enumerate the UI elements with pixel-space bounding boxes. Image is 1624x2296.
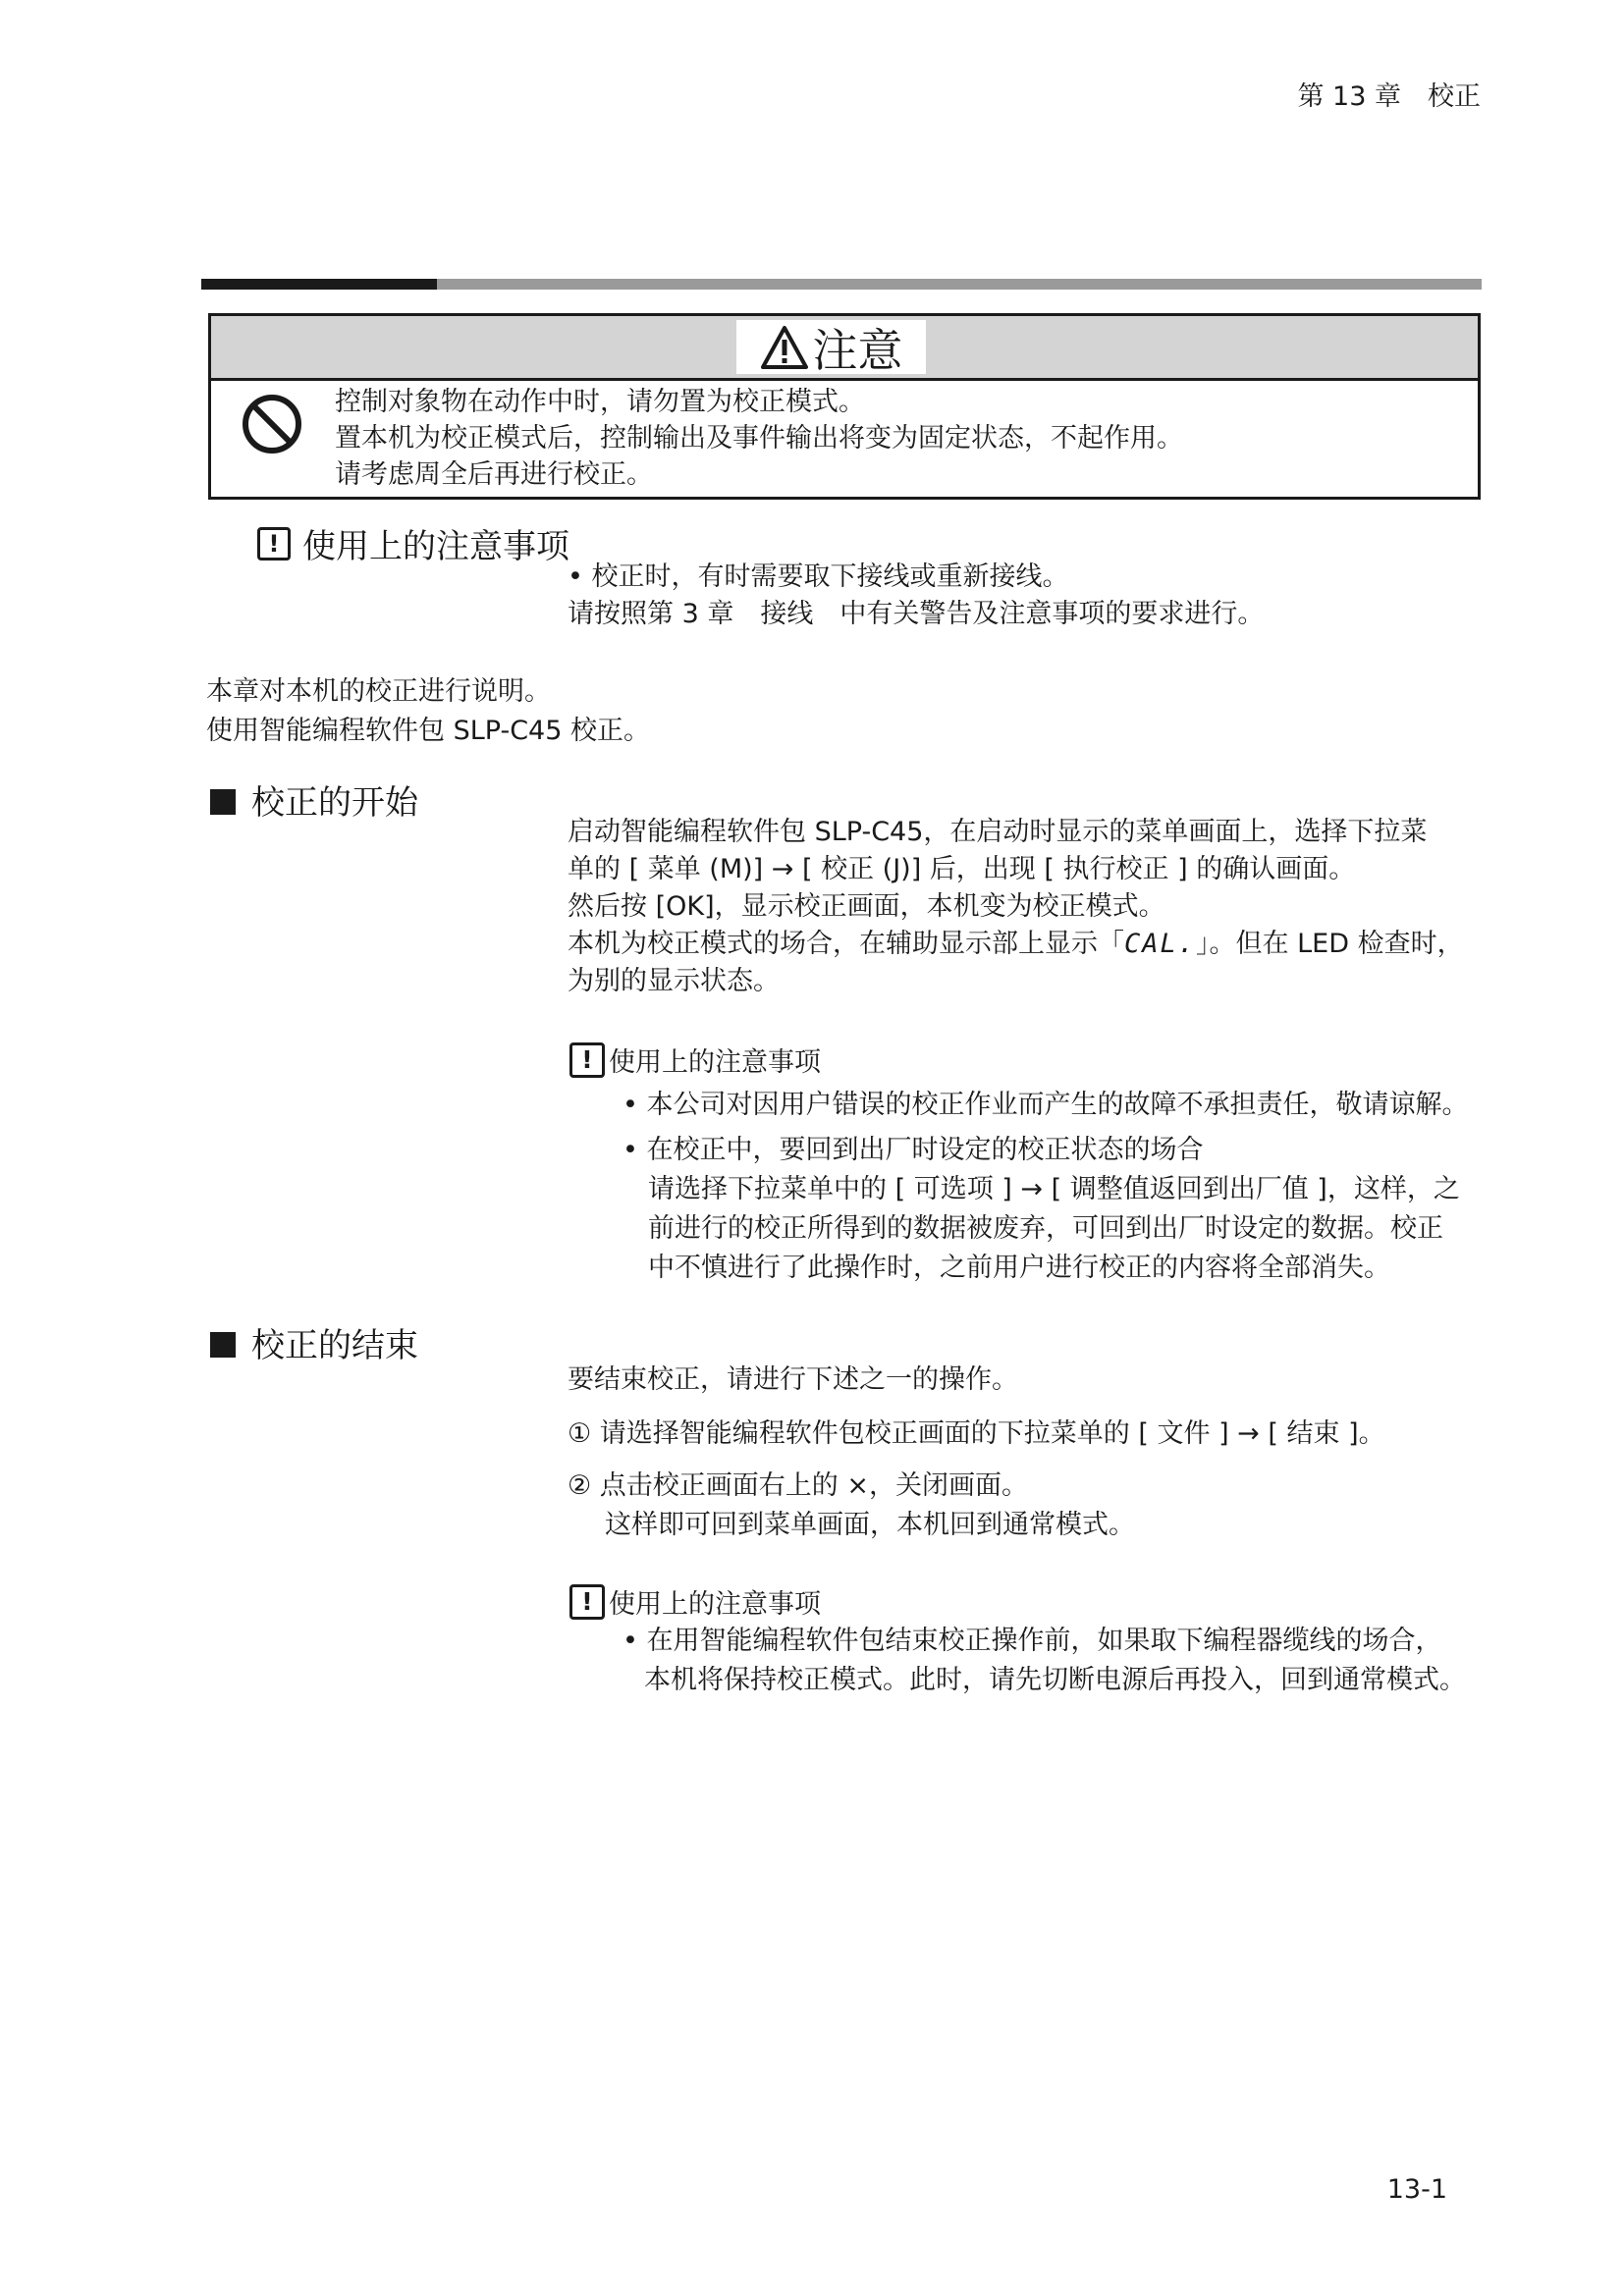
notice2-heading-text: 使用上的注意事项 — [609, 1047, 821, 1078]
caution-box — [208, 313, 1481, 500]
start-line: 启动智能编程软件包 SLP-C45，在启动时显示的菜单画面上，选择下拉菜 — [568, 817, 1428, 847]
notice2-line: 前进行的校正所得到的数据被废弃，可回到出厂时设定的数据。校正 — [648, 1213, 1443, 1244]
caution-title-text: 注意 — [812, 323, 903, 377]
seven-segment-display: CAL. — [1124, 929, 1197, 959]
start-line-display — [568, 926, 1464, 963]
start-line: 为别的显示状态。 — [568, 966, 780, 996]
section-title: 校正的开始 — [251, 783, 418, 823]
notice3-line: • 在用智能编程软件包结束校正操作前，如果取下编程器缆线的场合， — [623, 1626, 1442, 1656]
notice1-line: 请按照第 3 章 接线 中有关警告及注意事项的要求进行。 — [568, 599, 1265, 629]
intro-line: 本章对本机的校正进行说明。 — [206, 676, 551, 707]
chapter-header: 第 13 章 校正 — [1297, 81, 1481, 112]
prohibition-icon — [241, 393, 303, 455]
square-bullet-icon — [210, 789, 236, 815]
intro-line: 使用智能编程软件包 SLP-C45 校正。 — [206, 716, 650, 746]
caution-line: 请考虑周全后再进行校正。 — [335, 459, 653, 490]
caution-title — [736, 320, 926, 377]
start-line: 单的 [ 菜单 (M)] → [ 校正 (J)] 后，出现 [ 执行校正 ] 的确认画面。 — [568, 854, 1356, 884]
exclamation-icon: ! — [569, 1042, 605, 1078]
page-number: 13-1 — [1386, 2174, 1447, 2205]
caution-text — [335, 384, 1183, 493]
start-line-suffix: 」。但在 LED 检查时， — [1196, 929, 1464, 959]
notice1-heading — [257, 519, 569, 567]
notice2-bullet: • 本公司对因用户错误的校正作业而产生的故障不承担责任，敬请谅解。 — [623, 1090, 1469, 1120]
start-line-prefix: 本机为校正模式的场合，在辅助显示部上显示「 — [568, 929, 1124, 959]
warning-triangle-icon — [760, 325, 809, 370]
notice3-heading — [569, 1582, 821, 1621]
notice3-line: 本机将保持校正模式。此时，请先切断电源后再投入，回到通常模式。 — [644, 1665, 1466, 1695]
end-step: ② 点击校正画面右上的 ×，关闭画面。 — [568, 1470, 1028, 1501]
notice2-heading — [569, 1041, 821, 1079]
notice1-heading-text: 使用上的注意事项 — [302, 527, 569, 566]
section-title: 校正的结束 — [251, 1326, 418, 1365]
caution-header — [211, 316, 1478, 381]
exclamation-icon: ! — [257, 527, 291, 561]
header-rule-gray — [437, 279, 1482, 290]
notice2-line: 中不慎进行了此操作时，之前用户进行校正的内容将全部消失。 — [648, 1253, 1390, 1283]
exclamation-icon: ! — [569, 1584, 605, 1620]
header-rule-dark — [201, 279, 437, 290]
notice1-line: • 校正时，有时需要取下接线或重新接线。 — [568, 561, 1069, 592]
notice2-line: 请选择下拉菜单中的 [ 可选项 ] → [ 调整值返回到出厂值 ]，这样，之 — [648, 1174, 1460, 1204]
caution-line: 置本机为校正模式后，控制输出及事件输出将变为固定状态，不起作用。 — [335, 423, 1183, 454]
start-line: 然后按 [OK]，显示校正画面，本机变为校正模式。 — [568, 891, 1165, 922]
end-step-cont: 这样即可回到菜单画面，本机回到通常模式。 — [605, 1510, 1135, 1540]
section-heading-start — [210, 775, 418, 824]
caution-line: 控制对象物在动作中时，请勿置为校正模式。 — [335, 387, 865, 417]
notice2-bullet: • 在校正中，要回到出厂时设定的校正状态的场合 — [623, 1135, 1204, 1165]
square-bullet-icon — [210, 1332, 236, 1358]
end-step: ① 请选择智能编程软件包校正画面的下拉菜单的 [ 文件 ] → [ 结束 ]。 — [568, 1418, 1385, 1449]
end-intro: 要结束校正，请进行下述之一的操作。 — [568, 1364, 1018, 1395]
notice3-heading-text: 使用上的注意事项 — [609, 1589, 821, 1620]
section-heading-end — [210, 1318, 418, 1366]
